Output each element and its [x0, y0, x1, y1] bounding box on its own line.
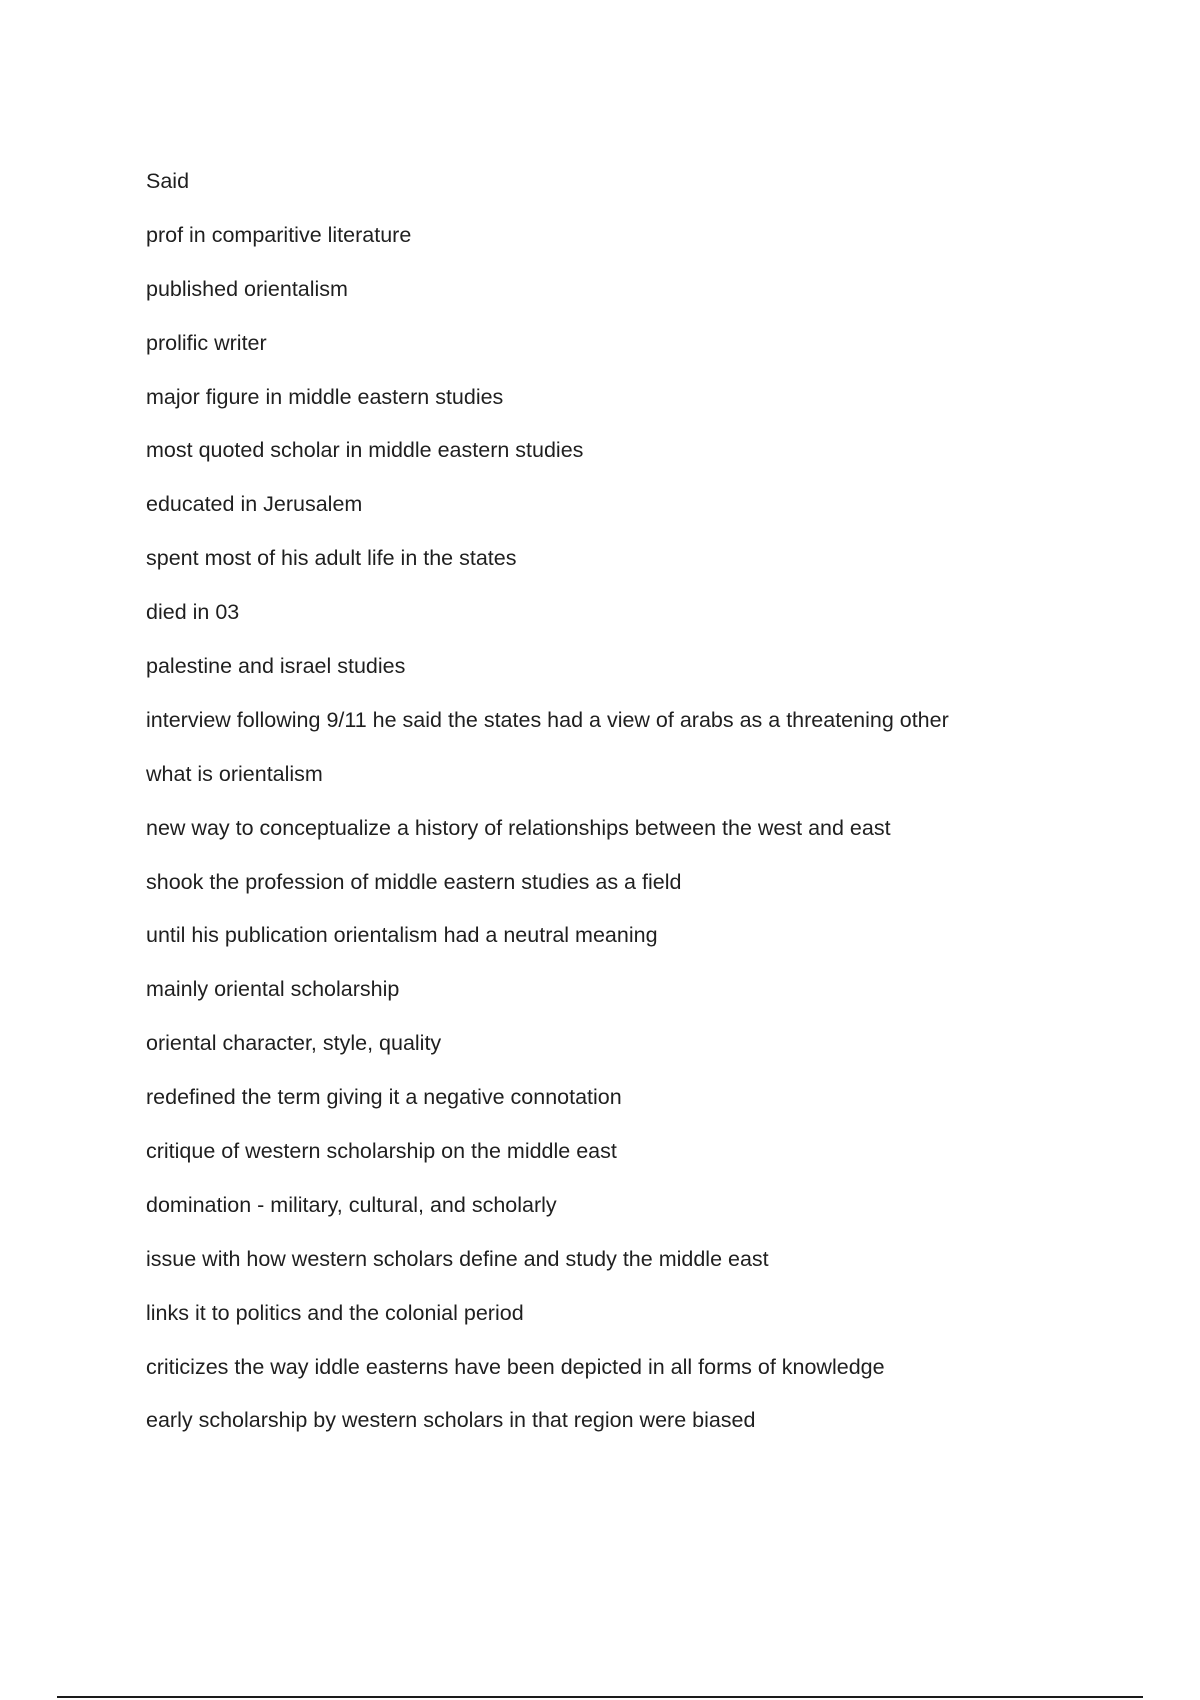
note-line-title: Said [146, 169, 190, 193]
note-line: new way to conceptualize a history of relationships between the west and east [146, 815, 891, 840]
page-bottom-rule [57, 1696, 1143, 1698]
note-line: prolific writer [146, 330, 267, 355]
note-line: published orientalism [146, 276, 348, 301]
note-line: educated in Jerusalem [146, 492, 363, 517]
note-line: spent most of his adult life in the states [146, 546, 517, 571]
note-line: interview following 9/11 he said the states had a view of arabs as a threatening other [146, 707, 949, 732]
note-line: issue with how western scholars define and study the middle east [146, 1246, 769, 1271]
note-line: major figure in middle eastern studies [146, 384, 504, 409]
note-line: redefined the term giving it a negative connotation [146, 1085, 622, 1110]
note-line: critique of western scholarship on the middle east [146, 1139, 617, 1164]
note-line: early scholarship by western scholars in that region were biased [146, 1408, 756, 1433]
note-line: most quoted scholar in middle eastern studies [146, 438, 584, 463]
note-line: links it to politics and the colonial period [146, 1300, 524, 1325]
note-line: died in 03 [146, 600, 240, 625]
notes-list [146, 168, 1146, 1461]
note-line: what is orientalism [146, 761, 323, 786]
note-line: criticizes the way iddle easterns have been depicted in all forms of knowledge [146, 1354, 885, 1379]
note-line: domination - military, cultural, and scholarly [146, 1192, 557, 1217]
note-line: until his publication orientalism had a neutral meaning [146, 923, 658, 948]
note-line: prof in comparitive literature [146, 222, 412, 247]
note-line: shook the profession of middle eastern studies as a field [146, 869, 682, 894]
note-line: oriental character, style, quality [146, 1031, 442, 1056]
note-line: palestine and israel studies [146, 654, 406, 679]
note-line: mainly oriental scholarship [146, 977, 400, 1002]
